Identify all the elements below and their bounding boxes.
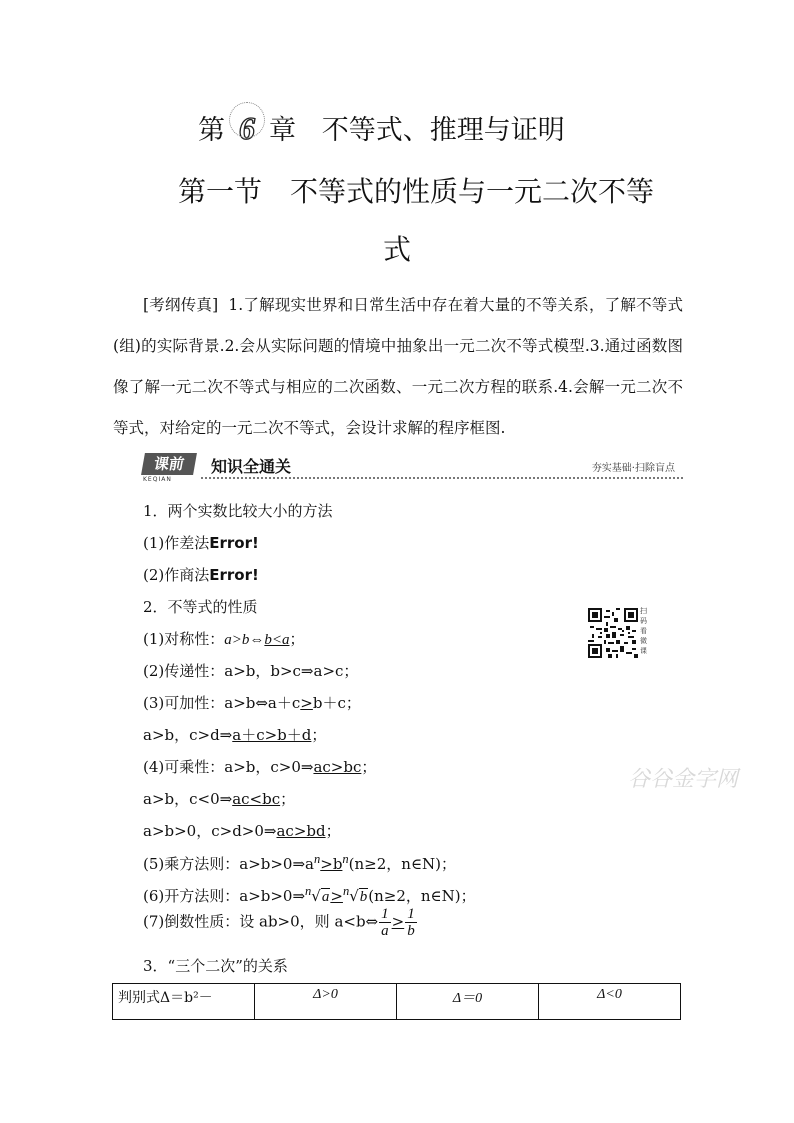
table-cell: Δ＝0	[397, 984, 539, 1020]
syllabus-label: [考纲传真]	[143, 296, 219, 314]
radicand-a: a	[321, 889, 330, 905]
prop-answer: >	[300, 694, 313, 712]
prop-expr: a>b⇔	[224, 632, 265, 648]
heading-2: 2．不等式的性质	[143, 598, 258, 616]
frac-num: 1	[381, 906, 389, 922]
heading-3: 3．“三个二次”的关系	[143, 957, 288, 975]
prop-expr: a>b，c<0⇒	[143, 790, 233, 808]
frac-den: b	[407, 923, 415, 939]
prop-answer: >b	[320, 855, 343, 873]
fraction-1-over-a	[379, 906, 391, 939]
error-text: Error!	[209, 534, 259, 552]
band-title: 知识全通关	[211, 457, 292, 476]
prop-end: ；	[311, 726, 327, 744]
prop-expr: (3)可加性：a>b⇔a＋c	[143, 694, 301, 712]
prop-label: (1)对称性：	[143, 630, 225, 648]
table-cell: Δ>0	[255, 984, 397, 1020]
frac-den: a	[381, 923, 389, 939]
band-subtitle: 夯实基础·扫除盲点	[591, 463, 675, 474]
fraction-1-over-b	[405, 906, 417, 939]
prop-multiplicative	[143, 756, 376, 777]
prop-answer: a＋c>b＋d	[232, 726, 312, 744]
prop-reciprocal	[143, 906, 418, 939]
prop-power	[143, 852, 456, 874]
prop-expr: a>b，c>d⇒	[143, 726, 233, 744]
prop-expr: (5)乘方法则：a>b>0⇒a	[143, 855, 314, 873]
section-title-cont: 式	[383, 233, 412, 266]
prop-additive-2	[143, 724, 326, 745]
prop-expr: a>b>0，c>d>0⇒	[143, 822, 277, 840]
chapter-title	[198, 108, 565, 147]
prop-expr: (7)倒数性质：设 ab>0，则 a<b⇔	[143, 912, 379, 931]
prop-end: ；	[280, 790, 296, 808]
line-quot-method	[143, 564, 259, 585]
prop-answer: ac<bc	[232, 790, 281, 808]
section-title: 第一节 不等式的性质与一元二次不等	[178, 175, 655, 208]
exponent: n	[314, 852, 321, 866]
prop-transitive: (2)传递性：a>b，b>c⇒a>c；	[143, 662, 359, 680]
prop-end: ；	[289, 630, 305, 648]
kq-badge-sub: KEQIAN	[143, 476, 172, 483]
three-quadratics-table	[112, 983, 681, 1020]
exponent: n	[342, 852, 349, 866]
prop-end: ；	[325, 822, 341, 840]
prop-answer: >	[330, 887, 343, 905]
prop-root: (6)开方法则：a>b>0⇒$^n$√a>$^n$√b(n≥2，n∈N)；	[143, 884, 476, 905]
syllabus-text: 1.了解现实世界和日常生活中存在着大量的不等关系，了解不等式(组)的实际背景.2.会从实际问题的情境中抽象出一元二次不等式模型.3.通过函数图像了解一元二次不等式与相应的二次函数、一元二次方程的联系.4.会解一元二次不等式，对给定的一元二次不等式，会设计求解的程序框图.	[113, 296, 684, 437]
prop-additive	[143, 692, 361, 713]
table-row	[113, 984, 681, 1020]
diff-method-label: (1)作差法	[143, 534, 210, 552]
kq-badge: 课前	[141, 453, 197, 475]
prop-multiplicative-2	[143, 788, 295, 809]
heading-1: 1．两个实数比较大小的方法	[143, 502, 333, 520]
prop-expr: (6)开方法则：a>b>0⇒	[143, 887, 306, 905]
watermark: 谷谷金字网	[628, 767, 739, 792]
quot-method-label: (2)作商法	[143, 566, 210, 584]
chapter-number: 6	[227, 110, 267, 147]
prop-answer: ac>bc	[313, 758, 362, 776]
qr-code-icon[interactable]	[588, 608, 638, 658]
chapter-prefix: 第	[198, 115, 225, 146]
table-cell: Δ<0	[539, 984, 681, 1020]
prop-answer: >	[391, 912, 405, 931]
line-diff-method	[143, 532, 259, 553]
prop-end: (n≥2，n∈N)；	[348, 855, 457, 873]
root-index: n	[342, 884, 350, 898]
table-cell: 判别式Δ＝b²－	[113, 984, 255, 1020]
syllabus-paragraph	[113, 285, 683, 449]
prop-multiplicative-3	[143, 820, 341, 841]
prop-expr: (4)可乘性：a>b，c>0⇒	[143, 758, 314, 776]
frac-num: 1	[407, 906, 415, 922]
prop-end: b＋c；	[312, 694, 361, 712]
prop-answer: ac>bd	[276, 822, 326, 840]
prop-answer: b<a	[264, 632, 290, 648]
radicand-b: b	[359, 889, 368, 905]
prop-symmetry	[143, 628, 305, 649]
chapter-name: 不等式、推理与证明	[321, 115, 565, 146]
chapter-suffix: 章	[269, 115, 296, 146]
section-band	[143, 453, 683, 483]
root-index: n	[305, 884, 312, 898]
prop-end: (n≥2，n∈N)；	[368, 887, 476, 905]
band-divider	[201, 477, 683, 479]
qr-caption: 扫码看微课	[640, 607, 647, 655]
error-text: Error!	[209, 566, 259, 584]
prop-end: ；	[361, 758, 377, 776]
